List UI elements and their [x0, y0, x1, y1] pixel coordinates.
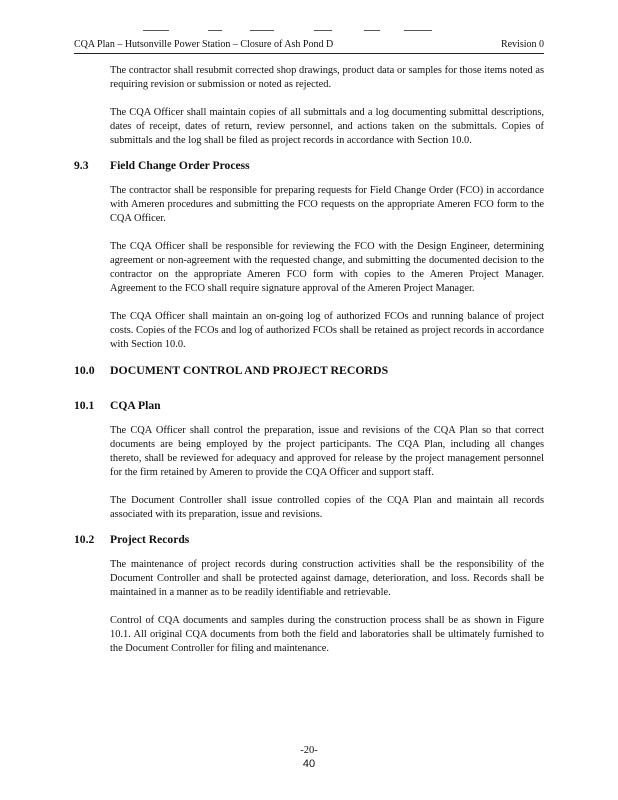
body-paragraph: The CQA Officer shall be responsible for reviewing the FCO with the Design Engineer, determining agreement or non-agreement with the requested change, and submitting the documented decision to the contractor on the appropriate Ameren FCO form with copies to the Ameren Project Manager. Agreement to the FCO shall require signature approval of the Ameren Project Manager. [110, 241, 544, 294]
section-title: Field Change Order Process [110, 159, 250, 172]
section-number: 10.1 [74, 399, 95, 412]
body-paragraph: The contractor shall be responsible for preparing requests for Field Change Order (FCO) in accordance with Ameren procedures and submitting the FCO requests on the appropriate Ameren FCO form to the CQA Officer. [110, 185, 544, 224]
header-revision: Revision 0 [500, 39, 544, 50]
document-body [74, 64, 544, 656]
page-number: -20- [300, 745, 318, 756]
section-number: 10.0 [74, 363, 95, 377]
section-heading [74, 362, 544, 378]
body-paragraph: The CQA Officer shall maintain an on-going log of authorized FCOs and running balance of project costs. Copies of the FCOs and log of authorized FCOs shall be retained as project records in accordance with Section 10.0. [110, 311, 544, 350]
header-title: CQA Plan – Hutsonville Power Station – Closure of Ash Pond D [74, 39, 334, 50]
scan-artifact-dashes [0, 30, 618, 32]
section-number: 10.2 [74, 533, 95, 546]
section-title: CQA Plan [110, 399, 161, 412]
section-title: DOCUMENT CONTROL AND PROJECT RECORDS [110, 363, 389, 377]
running-header [74, 38, 544, 52]
body-paragraph: The maintenance of project records during construction activities shall be the responsibility of the Document Controller and shall be protected against damage, deterioration, and loss. Records shall be maintained in a manner as to be readily identifiable and retrievable. [110, 559, 544, 598]
section-title: Project Records [110, 533, 190, 546]
section-heading [74, 158, 544, 174]
section-heading [74, 532, 544, 548]
sequence-number: 40 [302, 758, 316, 770]
section-number: 9.3 [74, 159, 89, 172]
body-paragraph: Control of CQA documents and samples during the construction process shall be as shown in Figure 10.1. All original CQA documents from both the field and laboratories shall be ultimately furnished to the Document Controller for filing and maintenance. [110, 615, 544, 654]
section-heading [74, 398, 544, 414]
body-paragraph: The contractor shall resubmit corrected shop drawings, product data or samples for those items noted as requiring revision or submission or noted as rejected. [110, 65, 544, 90]
body-paragraph: The CQA Officer shall maintain copies of all submittals and a log documenting submittal descriptions, dates of receipt, dates of return, review personnel, and actions taken on the submittals. Copies of submittals and the log shall be filed as project records in accordance with Section 10.0. [110, 107, 544, 146]
body-paragraph: The Document Controller shall issue controlled copies of the CQA Plan and maintain all records associated with its preparation, issue and revisions. [110, 495, 544, 520]
body-paragraph: The CQA Officer shall control the preparation, issue and revisions of the CQA Plan so that correct documents are being employed by the project participants. The CQA Plan, including all changes thereto, shall be reviewed for adequacy and approved for release by the project management personnel for the firm retained by Ameren to provide the CQA Officer and support staff. [110, 425, 544, 478]
header-rule [74, 53, 544, 54]
